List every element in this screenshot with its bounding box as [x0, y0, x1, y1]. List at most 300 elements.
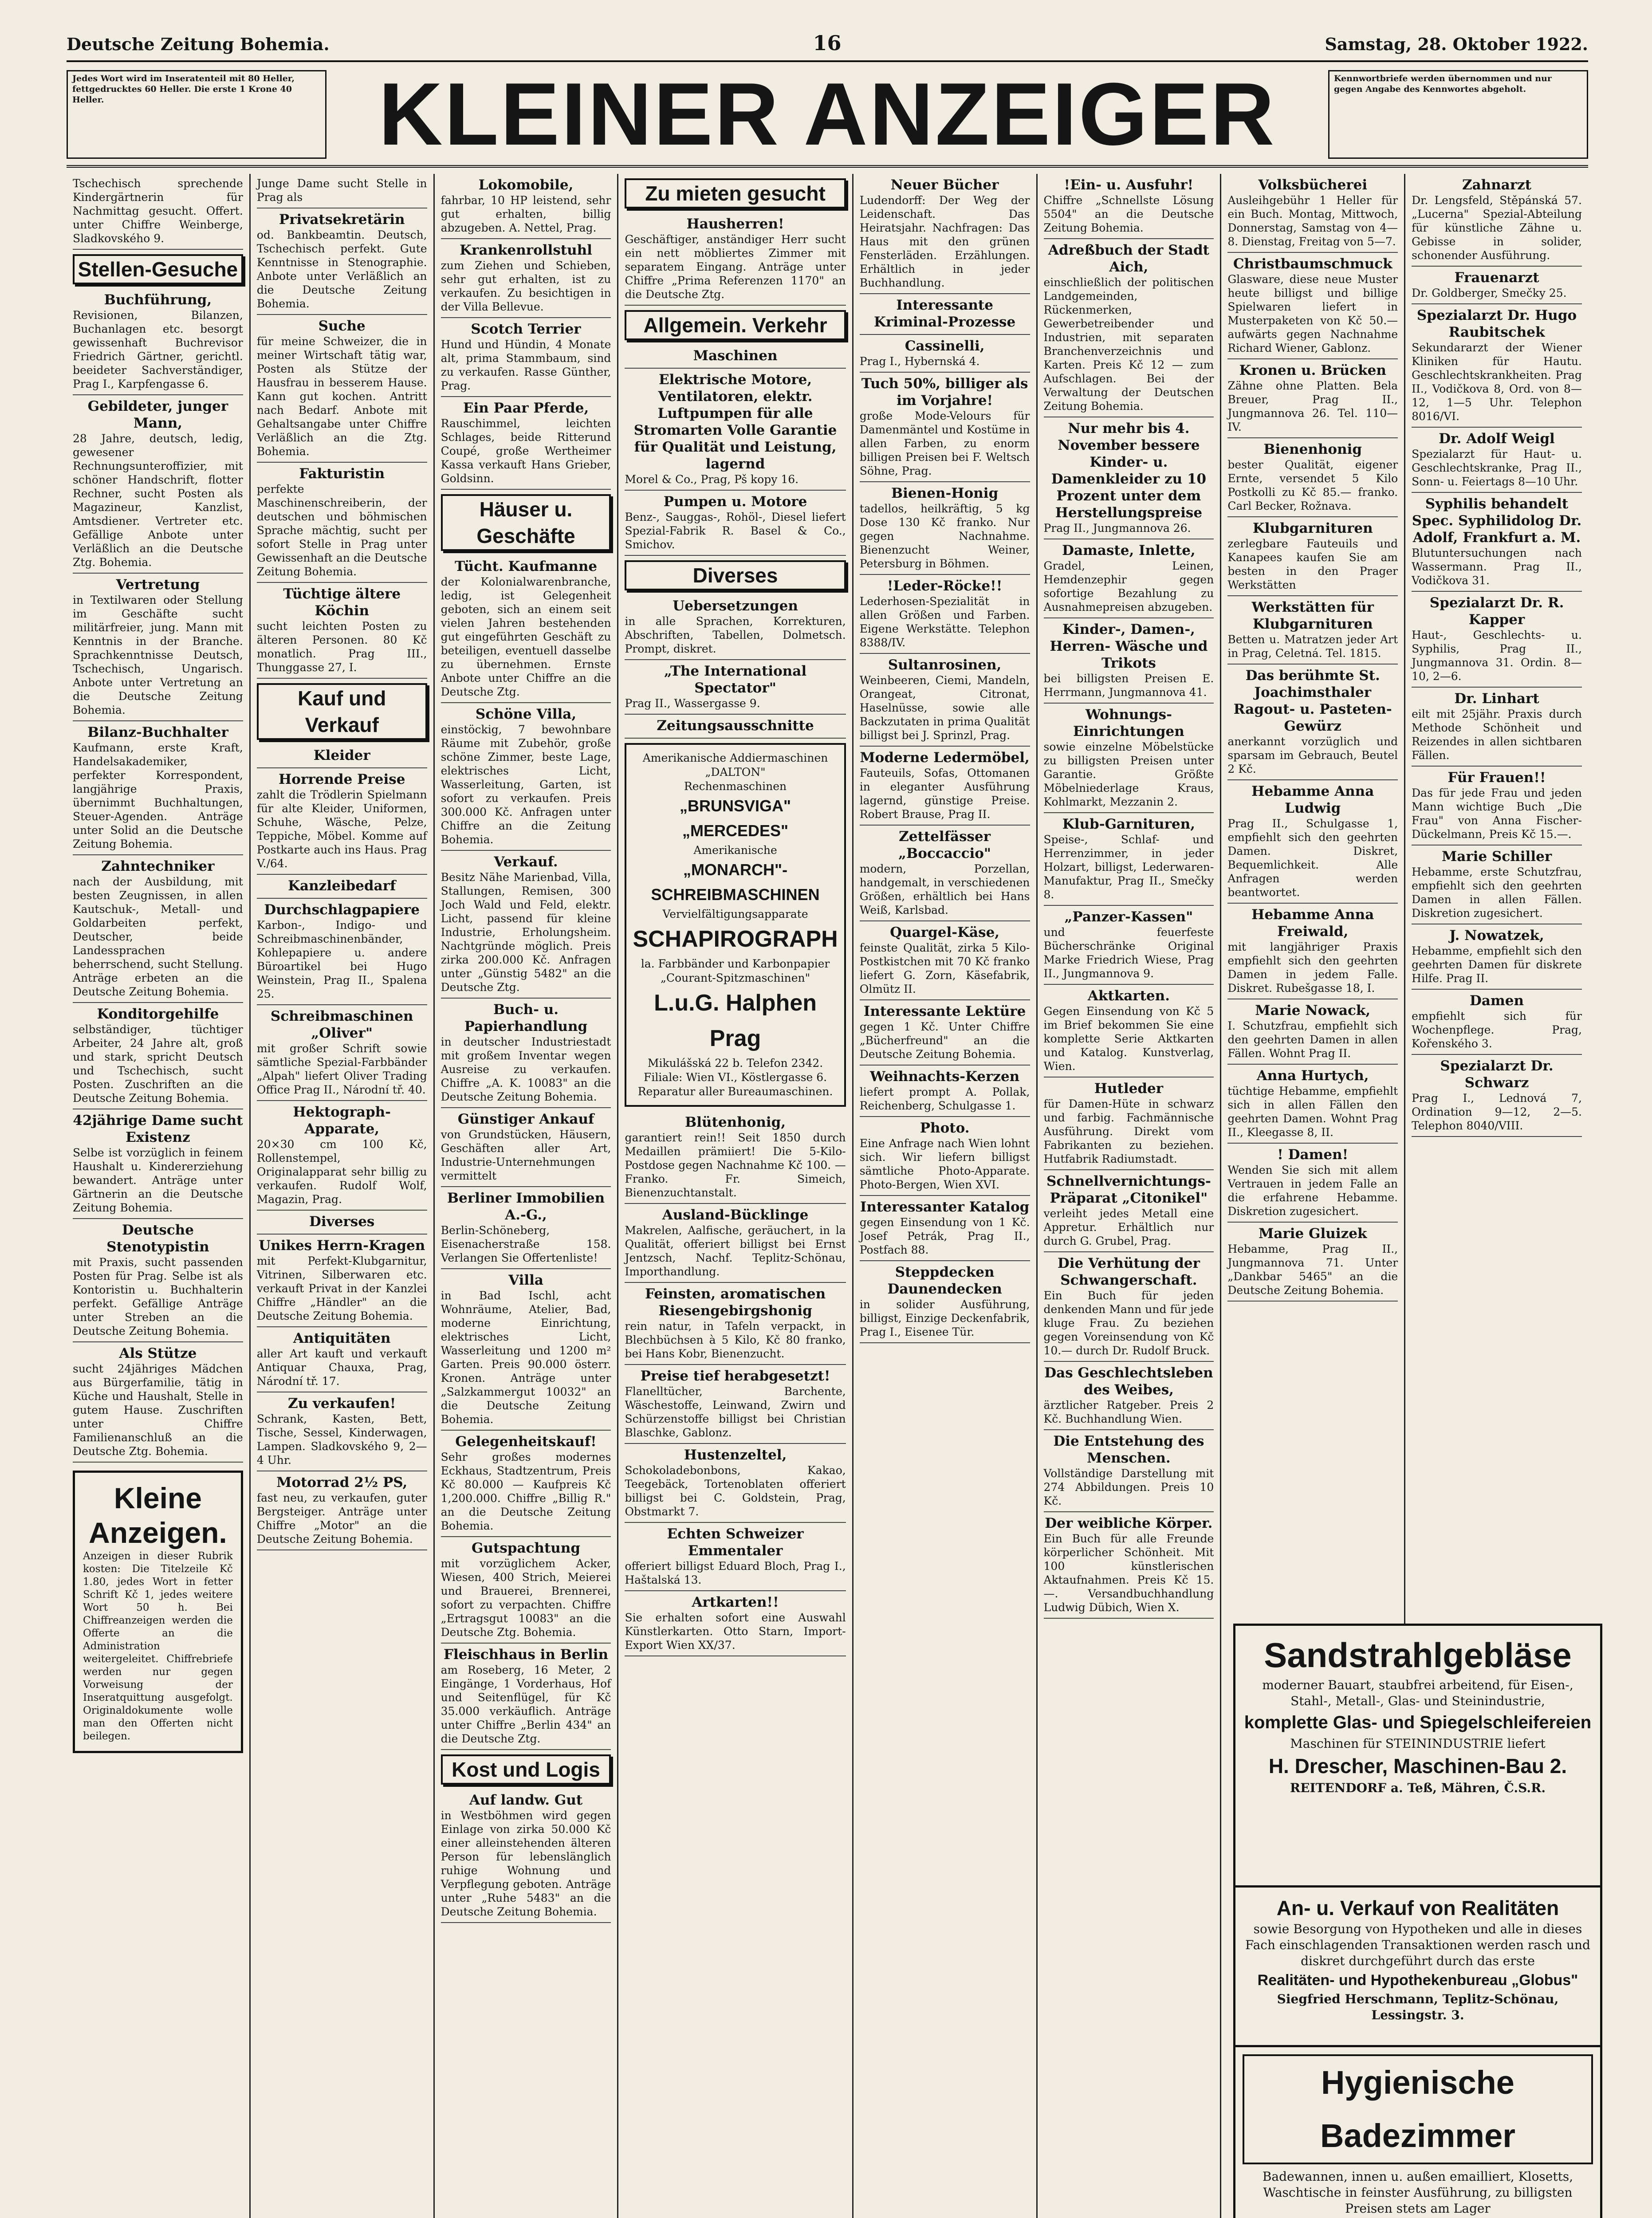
ad-headline: Schreibmaschinen „Oliver" — [270, 1008, 413, 1041]
ad-headline: Antiquitäten — [293, 1330, 391, 1346]
classified-ad — [1044, 985, 1214, 1078]
classified-ad — [1412, 924, 1582, 990]
realestate-company: Realitäten- und Hypothekenbureau „Globus" — [1257, 1972, 1578, 1989]
ad-text: Prag I., Hybernská 4. — [859, 355, 980, 368]
classified-ad — [73, 1109, 243, 1219]
ad-headline: Villa — [508, 1272, 543, 1288]
ad-text: zerlegbare Fauteuils und Kanapees kaufen Sie am besten in den Prager Werkstätten — [1227, 537, 1398, 591]
ad-headline: Moderne Ledermöbel, — [860, 750, 1030, 766]
classified-ad — [1412, 592, 1582, 688]
ad-headline: Aktkarten. — [1087, 988, 1170, 1004]
office-machines-line: „BRUNSVIGA" „MERCEDES" — [680, 797, 791, 840]
section-title: KLEINER ANZEIGER — [378, 65, 1276, 164]
ad-text: Prag II., Schulgasse 1, empfiehlt sich den geehrten Damen. Diskret, Bequemlichkeit. Alle Anfragen werden beantwortet. — [1227, 817, 1398, 899]
classified-ad — [441, 1431, 611, 1537]
ad-text: Weinbeeren, Ciemi, Mandeln, Orangeat, Citronat, Haselnüsse, sowie alle Backzutaten in prima Qualität billigst bei J. Sprinzl, Prag. — [859, 674, 1030, 742]
classified-ad — [860, 575, 1030, 654]
classified-ad — [257, 174, 427, 208]
classified-ad — [860, 294, 1030, 335]
classified-ad — [1044, 1362, 1214, 1430]
classified-ad — [1412, 304, 1582, 428]
classified-ad — [441, 1537, 611, 1644]
ad-headline: Feinsten, aromatischen Riesengebirgshonig — [645, 1286, 826, 1319]
ad-text: Morel & Co., Prag, Pš kopy 16. — [625, 473, 799, 486]
ad-text: Zähne ohne Platten. Bela Breuer, Prag II., Jungmannova 26. Tel. 110—IV. — [1227, 379, 1398, 433]
ad-headline: Horrende Preise — [279, 771, 405, 787]
ad-text: einstöckig, 7 bewohnbare Räume mit Zubehör, große schöne Zimmer, beste Lage, elektrisches Licht, Wasserleitung, Garten, ist sofort zu verkaufen. Preis 300.000 Kč. Anfragen unter Chiffre an die Zeitung Bohemia. — [441, 723, 611, 846]
classified-ad — [1412, 267, 1582, 304]
ad-text: offeriert billigst Eduard Bloch, Prag I., Haštalská 13. — [625, 1560, 846, 1586]
ad-text: selbständiger, tüchtiger Arbeiter, 24 Jahre alt, groß und stark, spricht Deutsch und Tschechisch, sucht Posten. Zuschriften an die Deutsche Zeitung Bohemia. — [73, 1023, 243, 1105]
ad-headline: Syphilis behandelt Spec. Syphilidolog Dr. Adolf, Frankfurt a. M. — [1412, 496, 1582, 546]
ad-headline: Cassinelli, — [905, 338, 985, 354]
ad-text: Dr. Lengsfeld, Stěpánská 57. „Lucerna" Spezial-Abteilung für künstliche Zähne u. Gebisse in solider, schonender Ausführung. — [1412, 194, 1582, 262]
ad-headline: Privatsekretärin — [279, 212, 405, 228]
rubric-heading: Kost und Logis — [441, 1754, 611, 1785]
ad-headline: Berliner Immobilien A.-G., — [447, 1190, 605, 1223]
classified-ad — [860, 921, 1030, 1000]
ad-headline: Steppdecken Daunendecken — [887, 1264, 1002, 1297]
classified-ad — [1044, 239, 1214, 417]
classified-ad — [73, 721, 243, 855]
ad-text: zahlt die Trödlerin Spielmann für alte Kleider, Uniformen, Schuhe, Wäsche, Pelze, Teppiche, Möbel. Komme auf Postkarte auch ins Haus. Prag V./64. — [256, 788, 427, 870]
ad-headline: Adreßbuch der Stadt Aich, — [1048, 242, 1209, 275]
issue-date: Samstag, 28. Oktober 1922. — [1325, 34, 1588, 54]
classified-ad — [1227, 1144, 1398, 1223]
office-machines-line: Filiale: Wien VI., Köstlergasse 6. — [644, 1071, 827, 1084]
classified-ad — [860, 654, 1030, 747]
ad-text: anerkannt vorzüglich und sparsam im Gebrauch, Beutel 2 Kč. — [1227, 735, 1398, 775]
classified-ad — [860, 826, 1030, 921]
ad-text: Betten u. Matratzen jeder Art in Prag, Celetná. Tel. 1815. — [1227, 633, 1398, 660]
ad-headline: Schöne Villa, — [475, 706, 577, 722]
classified-ad — [1044, 1170, 1214, 1252]
ad-headline: Spezialarzt Dr. Schwarz — [1440, 1058, 1554, 1091]
ad-headline: Der weibliche Körper. — [1045, 1515, 1213, 1531]
sandblast-ad — [1233, 1624, 1602, 1891]
classified-ad — [441, 318, 611, 397]
ad-text: Rauschimmel, leichten Schlages, beide Ritterund Coupé, große Wertheimer Kassa verkauft Hans Grieber, Goldsinn. — [441, 417, 611, 485]
bathroom-ad — [1233, 2045, 1602, 2218]
ad-text: tadellos, heilkräftig, 5 kg Dose 130 Kč franko. Nur gegen Nachnahme. Bienenzucht Weiner, Petersburg in Böhmen. — [859, 502, 1030, 570]
classified-ad — [625, 1111, 846, 1204]
ad-headline: Hausherren! — [686, 216, 784, 232]
column-1 — [67, 174, 251, 2218]
ad-headline: Weihnachts-Kerzen — [870, 1069, 1020, 1085]
classified-ad — [1227, 596, 1398, 665]
ad-text: Selbe ist vorzüglich in feinem Haushalt u. Kindererziehung bewandert. Anträge unter Gärtnerin an die Deutsche Zeitung Bohemia. — [73, 1146, 243, 1214]
ad-headline: !Leder-Röcke!! — [887, 578, 1003, 594]
ad-headline: Interessante Kriminal-Prozesse — [874, 297, 1016, 330]
rubric-heading: Kauf und Verkauf — [257, 683, 427, 740]
classified-ad — [1412, 428, 1582, 493]
classified-ad — [257, 463, 427, 583]
ad-text: Schokoladebonbons, Kakao, Teegebäck, Tortenoblaten offeriert billigst bei C. Goldstein, Prag, Obstmarkt 7. — [625, 1464, 846, 1518]
ad-headline: Ein Paar Pferde, — [463, 400, 589, 416]
classified-ad — [441, 1789, 611, 1923]
ad-text: Glasware, diese neue Muster heute billigst und billige Spielwaren liefert in Musterpaketen von Kč 50.— aufwärts gegen Nachnahme Richard Wiener, Gablonz. — [1227, 273, 1398, 354]
classified-ad — [73, 174, 243, 250]
ad-headline: Diverses — [309, 1214, 375, 1230]
ad-headline: Spezialarzt Dr. R. Kapper — [1429, 595, 1564, 628]
classified-ad — [1044, 539, 1214, 618]
ad-text: für meine Schweizer, die in meiner Wirtschaft tätig war, Posten als Stütze der Hausfrau in besserem Hause. Kann gut kochen. Antritt nach Bedarf. Anbote mit Gehaltsangabe unter Chiffre Verläßlich an die Ztg. Bohemia. — [256, 335, 427, 458]
classified-ad — [625, 1444, 846, 1523]
ad-headline: Kronen u. Brücken — [1239, 362, 1386, 378]
ad-text: mit Perfekt-Klubgarnitur, Vitrinen, Silberwaren etc. verkauft Privat in der Kanzlei Chiffre „Händler" an die Deutsche Zeitung Bohemia. — [256, 1255, 427, 1322]
ad-headline: Tuch 50%, billiger als im Vorjahre! — [861, 376, 1028, 409]
ad-text: Wenden Sie sich mit allem Vertrauen in jedem Falle an die erfahrene Hebamme. Diskretion zugesichert. — [1227, 1164, 1398, 1218]
ad-headline: Fakturistin — [299, 466, 385, 482]
ad-text: Hebamme, Prag II., Jungmannova 71. Unter „Dankbar 5465" an die Deutsche Zeitung Bohemia. — [1227, 1243, 1398, 1297]
ad-text: Haut-, Geschlechts- u. Syphilis, Prag II., Jungmannova 31. Ordin. 8—10, 2—6. — [1412, 629, 1582, 683]
classified-ad — [1044, 704, 1214, 813]
office-machines-line: Reparatur aller Bureaumaschinen. — [637, 1085, 833, 1098]
ad-text: gegen 1 Kč. Unter Chiffre „Bücherfreund" an die Deutsche Zeitung Bohemia. — [859, 1020, 1030, 1061]
ad-headline: Spezialarzt Dr. Hugo Raubitschek — [1416, 307, 1577, 340]
ad-headline: Verkauf. — [494, 854, 558, 870]
office-machines-line: Mikulášská 22 b. Telefon 2342. — [647, 1057, 823, 1070]
ad-text: Prag I., Lednová 7, Ordination 9—12, 2—5. Telephon 8040/VIII. — [1412, 1092, 1582, 1132]
ad-headline: Hektograph-Apparate, — [293, 1104, 391, 1137]
classified-ad — [257, 1471, 427, 1550]
classified-ad — [441, 1187, 611, 1269]
ad-headline: Lokomobile, — [478, 177, 574, 193]
ad-text: verleiht jedes Metall eine Appretur. Erhältlich nur durch G. Grubel, Prag. — [1043, 1207, 1214, 1247]
office-machines-line: „Courant-Spitzmaschinen" — [661, 971, 810, 984]
office-machines-line: „MONARCH"-SCHREIBMASCHINEN — [651, 861, 820, 904]
ad-text: ärztlicher Ratgeber. Preis 2 Kč. Buchhandlung Wien. — [1043, 1399, 1214, 1425]
ad-text: nach der Ausbildung, mit besten Zeugnissen, in allen Kautschuk-, Metall- und Goldarbeiten perfekt, Deutscher, beide Landessprachen beherrschend, sucht Stellung. Anträge erbeten an die Deutsche Zeitung Bohemia. — [73, 875, 243, 998]
classified-ad — [441, 174, 611, 239]
ad-text: Prag II., Jungmannova 26. — [1043, 522, 1191, 535]
rubric-heading: Allgemein. Verkehr — [625, 310, 846, 340]
ad-headline: Marie Gluizek — [1259, 1226, 1367, 1242]
classified-ad — [1227, 999, 1398, 1065]
ad-headline: Quargel-Käse, — [890, 924, 1000, 940]
sandblast-industry: Maschinen für STEININDUSTRIE liefert — [1290, 1736, 1546, 1751]
realestate-title: An- u. Verkauf von Realitäten — [1276, 1896, 1559, 1919]
ad-headline: Klubgarnituren — [1252, 520, 1373, 536]
ad-text: Makrelen, Aalfische, geräuchert, in la Qualität, offeriert billigst bei Ernst Jentzsch, Nachf. Teplitz-Schönau, Importhandlung. — [625, 1224, 846, 1278]
classified-ad — [625, 491, 846, 556]
ad-text: fahrbar, 10 HP leistend, sehr gut erhalten, billig abzugeben. A. Nettel, Prag. — [441, 194, 611, 234]
ad-text: Ausleihgebühr 1 Heller für ein Buch. Montag, Mittwoch, Donnerstag, Samstag von 4—8. Dienstag, Freitag von 5—7. — [1227, 194, 1398, 248]
office-machines-line: Amerikanische — [693, 844, 777, 857]
ad-text: Sekundararzt der Wiener Kliniken für Hautu. Geschlechtskrankheiten. Prag II., Vodičkova 8, Ord. von 8—12, 1—5 Uhr. Telephon 8016/VI. — [1412, 341, 1582, 423]
classified-ad — [257, 315, 427, 463]
ad-text: Hebamme, empfiehlt sich den geehrten Damen für diskrete Hilfe. Prag II. — [1412, 944, 1582, 985]
ad-headline: Die Verhütung der Schwangerschaft. — [1057, 1255, 1200, 1288]
ad-headline: !Ein- u. Ausfuhr! — [1064, 177, 1194, 193]
ad-text: Sie erhalten sofort eine Auswahl Künstlerkarten. Otto Starn, Import-Export Wien XX/37. — [625, 1611, 846, 1652]
ad-text: Spezialarzt für Haut- u. Geschlechtskranke, Prag II., Sonn- u. Feiertags 8—10 Uhr. — [1412, 448, 1582, 488]
classified-ad — [1044, 174, 1214, 239]
ad-headline: Anna Hurtych, — [1256, 1068, 1369, 1084]
ad-text: 20×30 cm 100 Kč, Rollenstempel, Originalapparat sehr billig zu verkaufen. Rudolf Wolf, Magazin, Prag. — [256, 1138, 427, 1206]
kleine-anzeigen-title: Kleine Anzeigen. — [89, 1482, 227, 1549]
ad-headline: Preise tief herabgesetzt! — [640, 1368, 830, 1384]
ad-headline: Klub-Garnituren, — [1062, 816, 1196, 832]
ad-headline: Bilanz-Buchhalter — [87, 724, 228, 740]
ad-text: in Bad Ischl, acht Wohnräume, Atelier, Bad, moderne Einrichtung, elektrisches Licht, Wasserleitung und 1200 m² Garten. Preis 90.000 österr. Kronen. Anträge unter „Salzkammergut 10032" an die Deutsche Zeitung Bohemia. — [441, 1289, 611, 1426]
classified-ad — [1044, 1252, 1214, 1362]
ad-headline: Bienenhonig — [1263, 441, 1362, 457]
ad-text: mit langjähriger Praxis empfiehlt sich den geehrten Damen in jedem Falle. Diskret. Rubešgasse 18, I. — [1227, 940, 1398, 995]
column-5 — [854, 174, 1038, 2218]
ad-text: in solider Ausführung, billigst, Einzige Deckenfabrik, Prag I., Eisenee Tür. — [859, 1298, 1030, 1338]
ad-text: mit großer Schrift sowie sämtliche Spezial-Farbbänder „Alpah" liefert Oliver Trading Office Prag II., Národní tř. 40. — [256, 1042, 427, 1096]
ad-text: perfekte Maschinenschreiberin, der deutschen und böhmischen Sprache mächtig, sucht per sofort Stelle in Prag unter Gewissenhaft an die Deutsche Zeitung Bohemia. — [256, 483, 427, 578]
ad-text: Sehr großes modernes Eckhaus, Stadtzentrum, Preis Kč 80.000 — Kaufpreis Kč 1,200.000. Chiffre „Billig R." an die Deutsche Zeitung Bohemia. — [441, 1451, 611, 1532]
office-machines-line: la. Farbbänder und Karbonpapier — [641, 957, 830, 970]
classified-ad — [257, 744, 427, 768]
classified-ad — [1044, 417, 1214, 539]
classified-ad — [73, 1342, 243, 1463]
office-machines-line: Amerikanische Addiermaschinen „DALTON" — [642, 751, 828, 779]
classified-ad — [1412, 1055, 1582, 1137]
ad-headline: Bienen-Honig — [891, 485, 999, 501]
classified-ad — [625, 345, 846, 369]
ad-headline: Uebersetzungen — [673, 598, 798, 614]
classified-ad — [1227, 780, 1398, 904]
classified-ad — [1412, 767, 1582, 846]
classified-ad — [1227, 253, 1398, 359]
sandblast-address: REITENDORF a. Teß, Mähren, Č.S.R. — [1290, 1781, 1546, 1795]
ad-text: Das für jede Frau und jeden Mann wichtige Buch „Die Frau" von Anna Fischer-Dückelmann, Preis Kč 15.—. — [1412, 787, 1582, 841]
classified-ad — [1044, 1430, 1214, 1512]
office-machines-ad — [625, 743, 846, 1107]
ad-text: Hebamme, erste Schutzfrau, empfiehlt sich den geehrten Damen in allen Fällen. Diskretion zugesichert. — [1412, 865, 1582, 920]
classified-ad — [257, 768, 427, 875]
classified-ad — [257, 1235, 427, 1327]
ad-headline: Hebamme Anna Freiwald, — [1251, 907, 1374, 940]
classified-ad — [625, 660, 846, 715]
classified-ad — [73, 855, 243, 1003]
ad-headline: Kinder-, Damen-, Herren- Wäsche und Trikots — [1050, 621, 1208, 671]
ad-headline: Auf landw. Gut — [469, 1792, 583, 1808]
ad-headline: Kanzleibedarf — [288, 878, 396, 894]
classified-ad — [1227, 517, 1398, 596]
ad-headline: Zettelfässer „Boccaccio" — [898, 829, 991, 861]
ad-headline: Durchschlagpapiere — [264, 902, 420, 918]
classified-ad — [860, 1117, 1030, 1196]
ad-text: Gegen Einsendung von Kč 5 im Brief bekommen Sie eine komplette Serie Aktkarten und Katalog. Kunstverlag, Wien. — [1043, 1005, 1214, 1073]
ad-text: sucht 24jähriges Mädchen aus Bürgerfamilie, tätig in Küche und Haushalt, Stelle in gutem Hause. Zuschriften unter Chiffre Familienanschluß an die Deutsche Ztg. Bohemia. — [73, 1362, 243, 1458]
ad-headline: Zu verkaufen! — [288, 1396, 396, 1412]
masthead-right-note: Kennwortbriefe werden übernommen und nur gegen Angabe des Kennwortes abgeholt. — [1328, 70, 1588, 159]
ad-text: Ein Buch für jeden denkenden Mann und für jede kluge Frau. Zu beziehen gegen Voreinsendung von Kč 10.— durch Dr. Rudolf Bruck. — [1043, 1289, 1214, 1357]
classified-ad — [1227, 174, 1398, 253]
classified-ad — [1227, 904, 1398, 999]
ad-headline: Günstiger Ankauf — [457, 1111, 594, 1127]
classified-ad — [625, 1591, 846, 1656]
ad-text: von Grundstücken, Häusern, Geschäften aller Art, Industrie-Unternehmungen vermittelt — [441, 1128, 611, 1182]
ad-text: empfiehlt sich für Wochenpflege. Prag, Kořenského 3. — [1412, 1010, 1582, 1050]
ad-headline: Motorrad 2½ PS, — [276, 1475, 408, 1490]
classified-ad — [860, 373, 1030, 482]
ad-text: Speise-, Schlaf- und Herrenzimmer, in jeder Holzart, billigst, Lederwaren-Manufaktur, Prag II., Smečky 8. — [1043, 833, 1214, 901]
ad-text: aller Art kauft und verkauft Antiquar Chauxa, Prag, Národní tř. 17. — [256, 1347, 427, 1388]
classified-ad — [73, 289, 243, 395]
ad-headline: Frauenarzt — [1454, 270, 1539, 286]
ad-headline: Für Frauen!! — [1447, 770, 1546, 786]
classified-ad — [73, 1219, 243, 1342]
ad-headline: Christbaumschmuck — [1233, 256, 1392, 272]
ad-headline: Fleischhaus in Berlin — [444, 1647, 609, 1663]
ad-headline: Echten Schweizer Emmentaler — [667, 1526, 804, 1559]
classified-ad — [1227, 359, 1398, 438]
ad-text: sucht leichten Posten zu älteren Personen. 80 Kč monatlich. Prag III., Thunggasse 27, I. — [256, 620, 427, 674]
ad-headline: Blütenhonig, — [685, 1114, 786, 1130]
classified-ad — [860, 174, 1030, 294]
ad-headline: Damaste, Inlette, — [1062, 543, 1196, 558]
ad-text: zum Ziehen und Schieben, sehr gut erhalten, ist zu verkaufen. Zu besichtigen in der Villa Bellevue. — [441, 259, 611, 313]
classified-ad — [860, 482, 1030, 575]
sandblast-text: moderner Bauart, staubfrei arbeitend, für Eisen-, Stahl-, Metall-, Glas- und Steinindustrie, — [1262, 1678, 1573, 1708]
ad-text: Besitz Nähe Marienbad, Villa, Stallungen, Remisen, 300 Joch Wald und Feld, elektr. Licht, passend für kleine Industrie, Erholungsheim. Nachtgründe möglich. Preis zirka 200.000 Kč. Anfragen unter „Günstig 5482" an die Deutsche Ztg. — [441, 871, 611, 994]
ad-text: feinste Qualität, zirka 5 Kilo-Postkistchen mit 70 Kč franko liefert G. Zorn, Käsefabrik, Olmütz II. — [859, 941, 1030, 995]
column-2 — [251, 174, 435, 2218]
ad-text: 28 Jahre, deutsch, ledig, gewesener Rechnungsunteroffizier, mit schöner Handschrift, flotter Rechner, sucht Posten als Magazineur, Kanzlist, Amtsdiener. Vertreter etc. Gefällige Anbote unter Verläßlich an die Deutsche Ztg. Bohemia. — [73, 432, 243, 569]
classified-ad — [625, 369, 846, 491]
ad-text: Benz-, Sauggas-, Rohöl-, Diesel liefert Spezial-Fabrik R. Basel & Co., Smichov. — [625, 511, 846, 551]
ad-text: garantiert rein!! Seit 1850 durch Medaillen prämiiert! Die 5-Kilo-Postdose gegen Nachnahme Kč 100. — Franko. Fr. Simeich, Bienenzuchtanstalt. — [625, 1131, 846, 1199]
classified-ad — [73, 574, 243, 721]
ad-text: bei billigsten Preisen E. Herrmann, Jungmannova 41. — [1043, 672, 1214, 699]
ad-headline: Buchführung, — [104, 292, 212, 308]
ad-headline: Das Geschlechtsleben des Weibes, — [1044, 1365, 1213, 1398]
realestate-text: sowie Besorgung von Hypotheken und alle in dieses Fach einschlagenden Transaktionen werden rasch und diskret durchgeführt durch das erste — [1245, 1922, 1590, 1968]
masthead-left-note: Jedes Wort wird im Inseratenteil mit 80 Heller, fettgedrucktes 60 Heller. Die erste 1 Krone 40 Heller. — [67, 70, 326, 159]
ad-headline: „The International Spectator" — [664, 663, 807, 696]
ad-headline: Damen — [1470, 993, 1524, 1009]
classified-ad — [1227, 438, 1398, 517]
page-number: 16 — [813, 31, 842, 55]
ad-text: Ein Buch für alle Freunde körperlicher Schönheit. Mit 100 künstlerischen Aktaufnahmen. Preis Kč 15.—. Versandbuchhandlung Ludwig Dübich, Wien X. — [1043, 1532, 1214, 1614]
ad-headline: Das berühmte St. Joachimsthaler Ragout- u. Pasteten- Gewürz — [1233, 668, 1392, 734]
ad-text: tüchtige Hebamme, empfiehlt sich in allen Fällen den geehrten Damen. Wohnt Prag II., Kleegasse 8, II. — [1227, 1085, 1398, 1139]
rubric-heading: Stellen-Gesuche — [73, 254, 243, 284]
ad-headline: „Panzer-Kassen" — [1064, 909, 1193, 925]
column-6 — [1038, 174, 1222, 2218]
ad-text: I. Schutzfrau, empfiehlt sich den geehrten Damen in allen Fällen. Wohnt Prag II. — [1227, 1019, 1398, 1060]
ad-headline: Elektrische Motore, Ventilatoren, elektr. Luftpumpen für alle Stromarten Volle Garantie für Qualität und Leistung, lagernd — [633, 372, 837, 472]
ad-headline: 42jährige Dame sucht Existenz — [73, 1113, 243, 1145]
classified-ad — [441, 1269, 611, 1431]
rubric-heading: Häuser u. Geschäfte — [441, 494, 611, 551]
ad-headline: Als Stütze — [119, 1345, 197, 1361]
classified-ad — [257, 1101, 427, 1211]
realestate-address: Siegfried Herschmann, Teplitz-Schönau, Lessingstr. 3. — [1277, 1992, 1559, 2022]
ad-text: Flanelltücher, Barchente, Wäschestoffe, Leinwand, Zwirn und Schürzenstoffe billigst bei Christian Blaschke, Gablonz. — [625, 1385, 846, 1439]
classified-ad — [1412, 688, 1582, 767]
ad-headline: Interessanter Katalog — [860, 1199, 1030, 1215]
ad-text: gegen Einsendung von 1 Kč. Josef Petrák, Prag II., Postfach 88. — [859, 1216, 1030, 1256]
classified-ad — [441, 1108, 611, 1187]
realestate-ad — [1233, 1885, 1602, 2050]
rubric-heading: Diverses — [625, 560, 846, 590]
classified-ad — [625, 715, 846, 739]
ad-headline: Sultanrosinen, — [888, 657, 1002, 673]
ad-headline: Zahntechniker — [101, 858, 215, 874]
masthead — [67, 65, 1588, 168]
ad-text: am Roseberg, 16 Meter, 2 Eingänge, 1 Vorderhaus, Hof und Seitenflügel, für Kč 35.000 verkäuflich. Anträge unter Chiffre „Berlin 434" an die Deutsche Ztg. — [441, 1664, 611, 1745]
ad-headline: Maschinen — [693, 348, 778, 364]
sandblast-title: Sandstrahlgebläse — [1264, 1636, 1572, 1675]
sandblast-company: H. Drescher, Maschinen-Bau 2. — [1268, 1754, 1567, 1778]
classified-ad — [860, 1066, 1030, 1117]
classified-ad — [257, 208, 427, 315]
ad-headline: Kleider — [313, 747, 370, 763]
classified-ad — [441, 851, 611, 999]
ad-headline: Deutsche Stenotypistin — [106, 1222, 209, 1255]
ad-headline: Dr. Adolf Weigl — [1439, 431, 1555, 447]
classified-ad — [1227, 1223, 1398, 1302]
ad-text: in deutscher Industriestadt mit großem Inventar wegen Ausreise zu verkaufen. Chiffre „A. K. 10083" an die Deutsche Zeitung Bohemia. — [441, 1035, 611, 1103]
ad-text: Fauteuils, Sofas, Ottomanen in eleganter Ausführung lagernd, günstige Preise. Robert Brause, Prag II. — [859, 767, 1030, 821]
ad-headline: Nur mehr bis 4. November bessere Kinder- u. Damenkleider zu 10 Prozent unter dem Herstellungspreise — [1051, 421, 1207, 521]
ad-text: der Kolonialwarenbranche, ledig, ist Gelegenheit geboten, sich an einem seit vielen Jahren bestehenden gut eingeführten Geschäft zu beteiligen, eventuell dasselbe zu übernehmen. Ernste Anbote unter Chiffre an die Deutsche Ztg. — [441, 575, 611, 698]
bathroom-title: Hygienische Badezimmer — [1243, 2054, 1593, 2164]
classified-ad — [1412, 846, 1582, 924]
classified-ad — [441, 555, 611, 703]
ad-text: liefert prompt A. Pollak, Reichenberg, Schulgasse 1. — [859, 1085, 1030, 1112]
classified-ad — [625, 1365, 846, 1444]
classified-ad — [625, 1204, 846, 1283]
ad-headline: Volksbücherei — [1258, 177, 1368, 193]
office-machines-line: Vervielfältigungsapparate — [662, 908, 808, 920]
ad-text: für Damen-Hüte in schwarz und farbig. Fachmännische Ausführung. Direkt vom Fabrikanten zu beziehen. Hutfabrik Radiumstadt. — [1043, 1097, 1214, 1165]
classified-ad — [625, 595, 846, 660]
classified-ad — [257, 875, 427, 899]
ad-headline: Pumpen u. Motore — [663, 494, 807, 510]
ad-text: Hund und Hündin, 4 Monate alt, prima Stammbaum, sind zu verkaufen. Rasse Günther, Prag. — [441, 338, 611, 392]
ad-text: Eine Anfrage nach Wien lohnt sich. Wir liefern billigst sämtliche Photo-Apparate. Photo-Bergen, Wien XVI. — [859, 1137, 1030, 1191]
ad-text: Ludendorff: Der Weg der Leidenschaft. Das Heiratsjahr. Nachfragen: Das Haus mit den grünen Fensterläden. Erzählungen. Erhältlich in jeder Buchhandlung. — [859, 194, 1030, 289]
classified-ad — [625, 213, 846, 306]
classified-ad — [73, 395, 243, 574]
ad-text: in Textilwaren oder Stellung im Geschäfte sucht militärfreier, jung. Mann mit Kenntnis in der Branche. Sprachkenntnisse Deutsch, Tschechisch, Ungarisch. Anbote unter Vertretung an die Deutsche Zeitung Bohemia. — [73, 594, 243, 716]
classified-ad — [257, 1211, 427, 1235]
office-machines-line: L.u.G. Halphen Prag — [654, 990, 817, 1051]
kleine-anzeigen-box — [73, 1471, 243, 1753]
ad-text: in Westböhmen wird gegen Einlage von zirka 50.000 Kč einer alleinstehenden älteren Person für lebenslänglich ruhige Wohnung und Verpflegung geboten. Anträge unter „Ruhe 5483" an die Deutsche Zeitung Bohemia. — [441, 1809, 611, 1918]
classified-ad — [441, 397, 611, 490]
classified-ad — [625, 1283, 846, 1365]
classified-ad — [257, 1327, 427, 1392]
ad-headline: Marie Nowack, — [1255, 1003, 1371, 1019]
ad-headline: Tüchtige ältere Köchin — [283, 586, 401, 619]
ad-headline: J. Nowatzek, — [1449, 928, 1544, 944]
ad-headline: Gebildeter, junger Mann, — [87, 398, 228, 431]
ad-text: Junge Dame sucht Stelle in Prag als — [256, 177, 427, 204]
ad-headline: Artkarten!! — [692, 1594, 779, 1610]
ad-headline: Ausland-Bücklinge — [662, 1207, 809, 1223]
ad-text: Vollständige Darstellung mit 274 Abbildungen. Preis 10 Kč. — [1043, 1467, 1214, 1507]
classified-ad — [441, 1644, 611, 1750]
classified-ad — [257, 1005, 427, 1101]
ad-text: Geschäftiger, anständiger Herr sucht ein nett möbliertes Zimmer mit separatem Eingang. Anträge unter Chiffre „Prima Referenzen 1170" an die Deutsche Ztg. — [625, 233, 846, 301]
ad-headline: Photo. — [920, 1120, 970, 1136]
classified-ad — [860, 1000, 1030, 1066]
ad-headline: Interessante Lektüre — [863, 1003, 1026, 1019]
ad-headline: Zeitungsausschnitte — [657, 718, 814, 734]
office-machines-line: SCHAPIROGRAPH — [633, 926, 838, 952]
ad-headline: Dr. Linhart — [1454, 691, 1539, 707]
classified-ad — [1044, 1512, 1214, 1619]
sandblast-products: komplette Glas- und Spiegelschleifereien — [1244, 1713, 1592, 1732]
